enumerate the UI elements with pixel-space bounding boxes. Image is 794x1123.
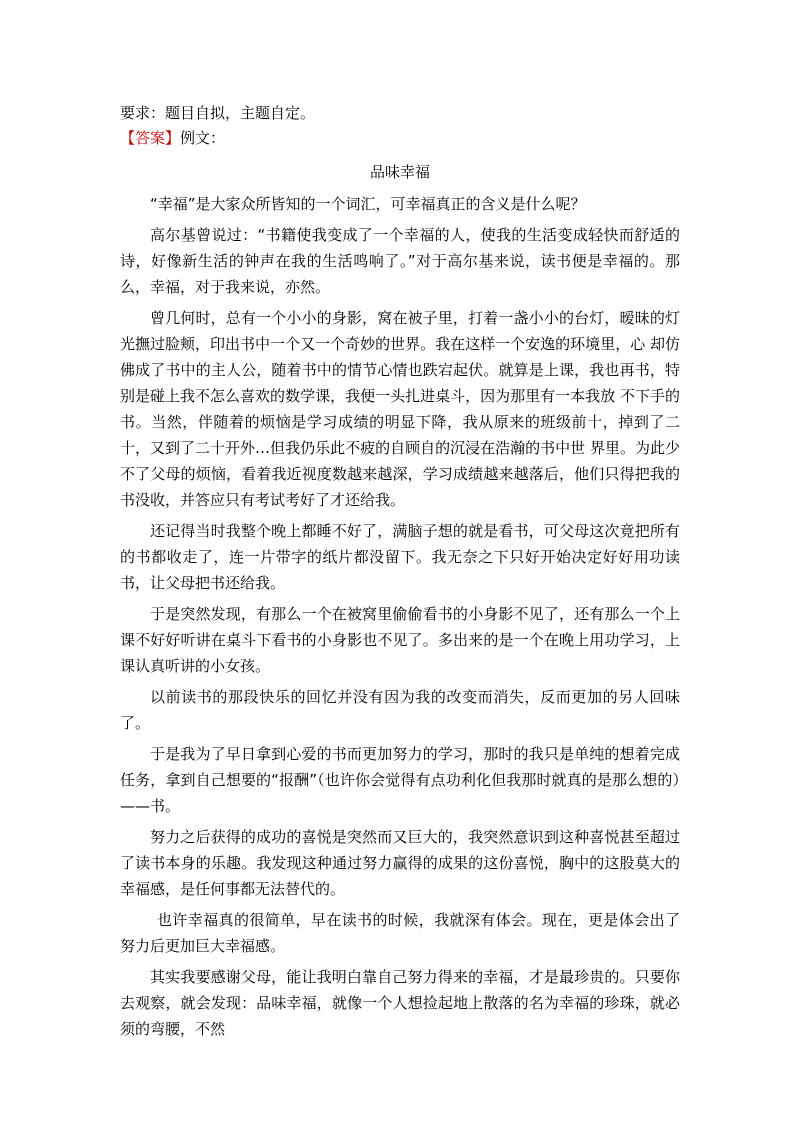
paragraph: 曾几何时，总有一个小小的身影，窝在被子里，打着一盏小小的台灯，暧昧的灯光撫过脸颊，印出书中一个又一个奇妙的世界。我在这样一个安逸的环境里，心 却仿佛成了书中的主人公，随着书中的情节心情也跌宕起伏。就算是上课，我也再书，特别是碰上我不怎么喜欢的数学课，我便一头扎进桌斗，因为那里有一本我放 不下手的书。当然，伴随着的烦恼是学习成绩的明显下降，我从原来的班级前十，掉到了二十，又到了二十开外…但我仍乐此不疲的自顾自的沉浸在浩瀚的书中世 界里。为此少不了父母的烦恼，看着我近视度数越来越深，学习成绩越来越落后，他们只得把我的书没收，并答应只有考试考好了才还给我。 xyxy=(120,309,680,509)
answer-label: 例文： xyxy=(180,129,226,147)
paragraph: 努力之后获得的成功的喜悦是突然而又巨大的，我突然意识到这种喜悦甚至超过了读书本身的乐趣。我发现这种通过努力赢得的成果的这份喜悦，胸中的这股莫大的幸福感，是任何事都无法替代的。 xyxy=(120,828,680,898)
paragraph: 其实我要感谢父母，能让我明白靠自己努力得来的幸福，才是最珍贵的。只要你去观察，就会发现：品味幸福，就像一个人想捡起地上散落的名为幸福的珍珠，就必须的弯腰，不然 xyxy=(120,968,680,1038)
essay-title: 品味幸福 xyxy=(369,163,430,181)
paragraph: 还记得当时我整个晚上都睡不好了，满脑子想的就是看书，可父母这次竟把所有的书都收走了，连一片带字的纸片都没留下。我无奈之下只好开始决定好好用功读书，让父母把书还给我。 xyxy=(120,522,680,592)
paragraph: 也许幸福真的很简单，早在读书的时候，我就深有体会。现在，更是体会出了努力后更加巨大幸福感。 xyxy=(120,911,680,955)
paragraph: 于是我为了早日拿到心爱的书而更加努力的学习，那时的我只是单纯的想着完成任务，拿到自己想要的“报酬”（也许你会觉得有点功利化但我那时就真的是那么想的）——书。 xyxy=(120,745,680,815)
answer-header xyxy=(120,127,680,149)
requirement-text: 要求：题目自拟，主题自定。 xyxy=(120,104,316,122)
paragraph: 以前读书的那段快乐的回忆并没有因为我的改变而消失，反而更加的另人回味了。 xyxy=(120,688,680,732)
paragraph: “幸福”是大家众所皆知的一个词汇，可幸福真正的含义是什么呢？ xyxy=(150,195,586,213)
answer-tag: 【答案】 xyxy=(120,129,181,147)
paragraph: 于是突然发现，有那么一个在被窝里偷偷看书的小身影不见了，还有那么一个上课不好好听讲在桌斗下看书的小身影也不见了。多出来的是一个在晚上用功学习，上课认真听讲的小女孩。 xyxy=(120,605,680,675)
document-body xyxy=(120,102,680,1047)
paragraph: 高尔基曾说过：“书籍使我变成了一个幸福的人，使我的生活变成轻快而舒适的诗，好像新生活的钟声在我的生活鸣响了。”对于高尔基来说，读书便是幸福的。那么，幸福，对于我来说，亦然。 xyxy=(120,226,680,296)
